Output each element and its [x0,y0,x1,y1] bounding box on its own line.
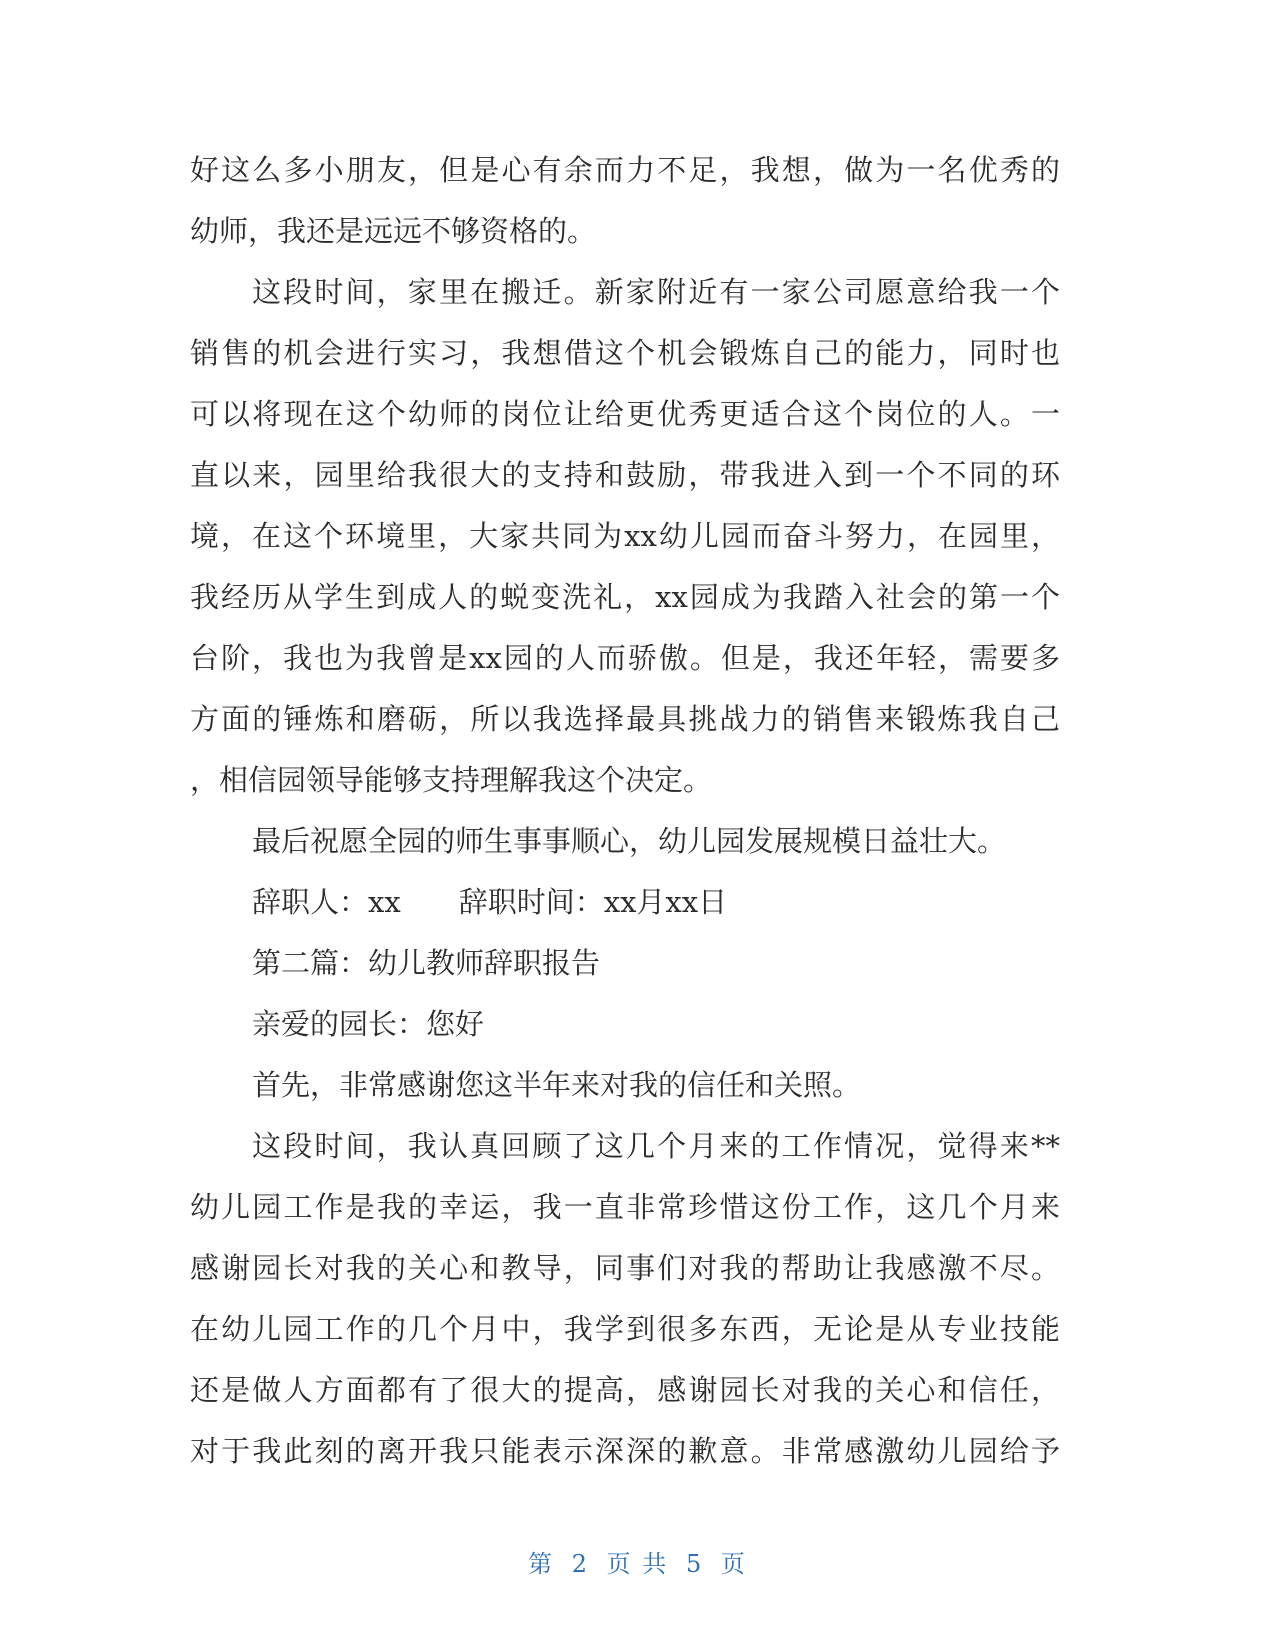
text-line: 可以将现在这个幼师的岗位让给更优秀更适合这个岗位的人。一 [190,397,1060,431]
salutation-line: 亲爱的园长：您好 [252,1007,485,1041]
page-footer [0,1544,1275,1579]
footer-prefix: 第 [528,1550,555,1578]
footer-total-pages: 5 [685,1550,704,1578]
text-line: ，相信园领导能够支持理解我这个决定。 [190,763,713,797]
text-line: 好这么多小朋友，但是心有余而力不足，我想，做为一名优秀的 [190,153,1060,187]
signature-line: 辞职人：xx 辞职时间：xx月xx日 [252,885,728,919]
closing-wish-line: 最后祝愿全园的师生事事顺心，幼儿园发展规模日益壮大。 [252,824,1007,858]
footer-suffix: 页 [720,1550,747,1578]
paragraph-start-line: 这段时间，我认真回顾了这几个月来的工作情况，觉得来** [252,1129,1060,1163]
text-line: 幼师，我还是远远不够资格的。 [190,214,597,248]
footer-page-number: 2 [571,1550,590,1578]
text-line: 台阶，我也为我曾是xx园的人而骄傲。但是，我还年轻，需要多 [190,641,1060,675]
text-line: 直以来，园里给我很大的支持和鼓励，带我进入到一个不同的环 [190,458,1060,492]
text-line: 境，在这个环境里，大家共同为xx幼儿园而奋斗努力，在园里， [190,519,1060,553]
paragraph-start-line: 首先，非常感谢您这半年来对我的信任和关照。 [252,1068,862,1102]
text-line: 方面的锤炼和磨砺，所以我选择最具挑战力的销售来锻炼我自己 [190,702,1060,736]
paragraph-start-line: 这段时间，家里在搬迁。新家附近有一家公司愿意给我一个 [252,275,1060,309]
text-line: 在幼儿园工作的几个月中，我学到很多东西，无论是从专业技能 [190,1312,1060,1346]
text-line: 幼儿园工作是我的幸运，我一直非常珍惜这份工作，这几个月来 [190,1190,1060,1224]
text-line: 销售的机会进行实习，我想借这个机会锻炼自己的能力，同时也 [190,336,1060,370]
footer-middle: 页 共 [606,1550,669,1578]
section-heading: 第二篇：幼儿教师辞职报告 [252,946,601,980]
document-body [190,140,1060,1482]
text-line: 对于我此刻的离开我只能表示深深的歉意。非常感激幼儿园给予 [190,1434,1060,1468]
text-line: 感谢园长对我的关心和教导，同事们对我的帮助让我感激不尽。 [190,1251,1060,1285]
text-line: 我经历从学生到成人的蜕变洗礼，xx园成为我踏入社会的第一个 [190,580,1060,614]
text-line: 还是做人方面都有了很大的提高，感谢园长对我的关心和信任， [190,1373,1060,1407]
